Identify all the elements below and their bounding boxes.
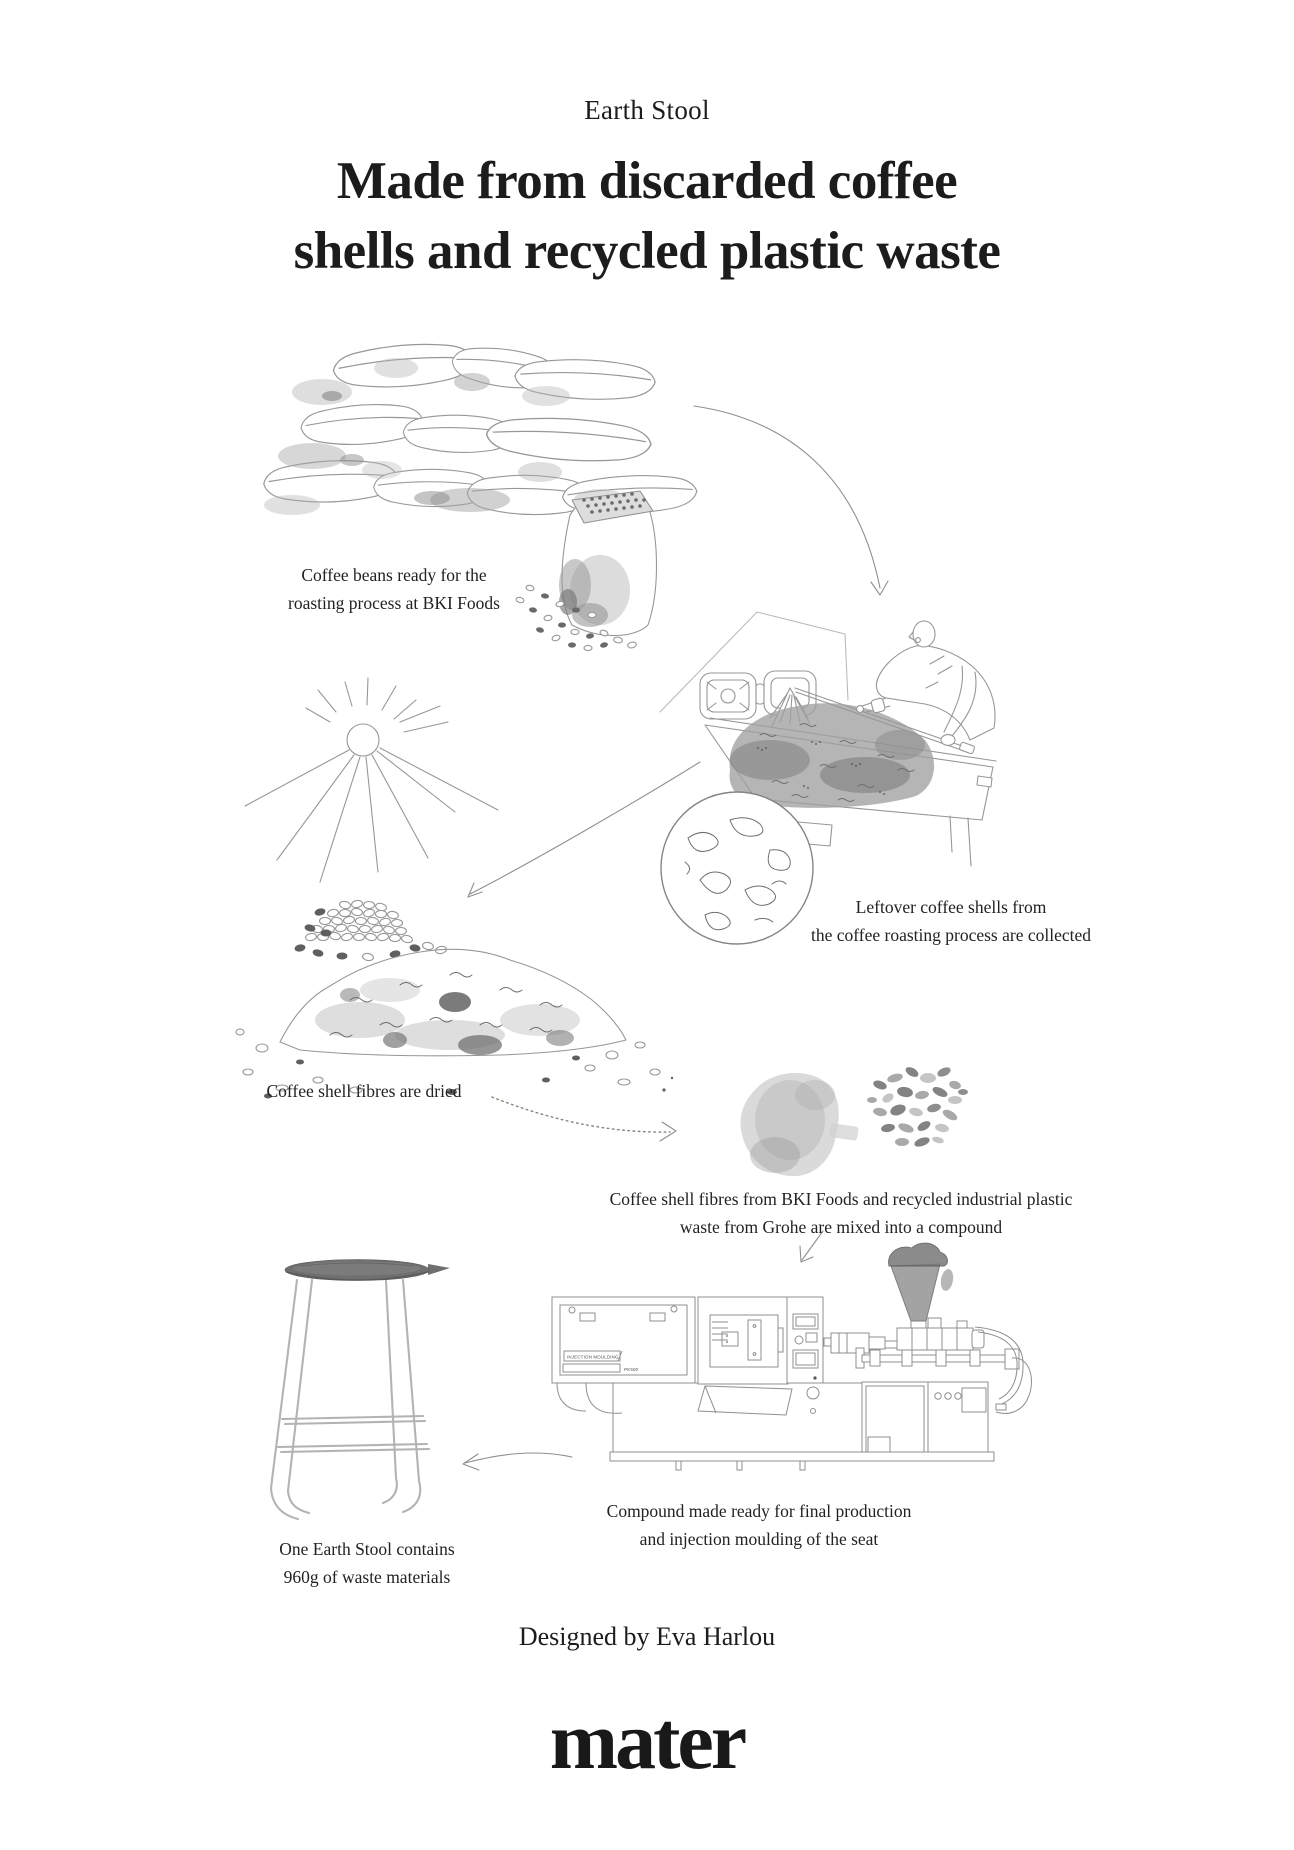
title-line-2: shells and recycled plastic waste (293, 222, 1001, 280)
sun-illustration (245, 678, 498, 882)
machine-hopper (889, 1243, 955, 1328)
machine-plate-label: INJECTION MOULDING (567, 1354, 619, 1360)
open-coffee-sack (559, 491, 657, 636)
caption-line: waste from Grohe are mixed into a compound (679, 1217, 1003, 1237)
injection-machine-illustration (552, 1243, 1031, 1470)
caption-line: 960g of waste materials (283, 1567, 451, 1587)
shell-flake-blob (867, 1065, 968, 1148)
machine-model-label: PK500 (624, 1367, 639, 1372)
caption-line: the coffee roasting process are collected (810, 925, 1092, 945)
coffee-shell-mass (729, 703, 934, 808)
shell-detail-magnifier (661, 792, 813, 944)
arrow-dried-to-mix (492, 1097, 676, 1141)
compound-blob (741, 1073, 859, 1176)
caption-stool-contents (279, 1535, 454, 1591)
caption-line: Coffee beans ready for the (301, 565, 487, 585)
caption-line: and injection moulding of the seat (639, 1529, 879, 1549)
poster-subtitle: Earth Stool (584, 95, 710, 125)
caption-leftover-shells (811, 893, 1091, 949)
arrow-machine-to-stool (463, 1453, 572, 1470)
compound-blobs-illustration (741, 1065, 968, 1176)
bean-pile (294, 900, 447, 962)
caption-final-production (607, 1497, 912, 1553)
caption-line: Coffee shell fibres are dried (266, 1081, 462, 1101)
stool-seat (285, 1260, 450, 1281)
caption-line: One Earth Stool contains (279, 1539, 455, 1559)
shell-piles-illustration (236, 900, 673, 1099)
caption-line: roasting process at BKI Foods (288, 593, 500, 613)
caption-line: Leftover coffee shells from (855, 897, 1047, 917)
designer-credit: Designed by Eva Harlou (518, 1622, 776, 1651)
caption-line: Compound made ready for final production (606, 1501, 912, 1521)
caption-line: Coffee shell fibres from BKI Foods and recycled industrial plastic (609, 1189, 1073, 1209)
caption-mixing-compound (610, 1185, 1073, 1241)
caption-coffee-beans (288, 561, 500, 617)
caption-fibres-dried (266, 1077, 461, 1105)
stool-illustration (271, 1260, 450, 1520)
mater-logo: mater (549, 1695, 745, 1786)
title-line-1: Made from discarded coffee (336, 152, 958, 210)
arrow-bags-to-roasting (694, 406, 888, 595)
